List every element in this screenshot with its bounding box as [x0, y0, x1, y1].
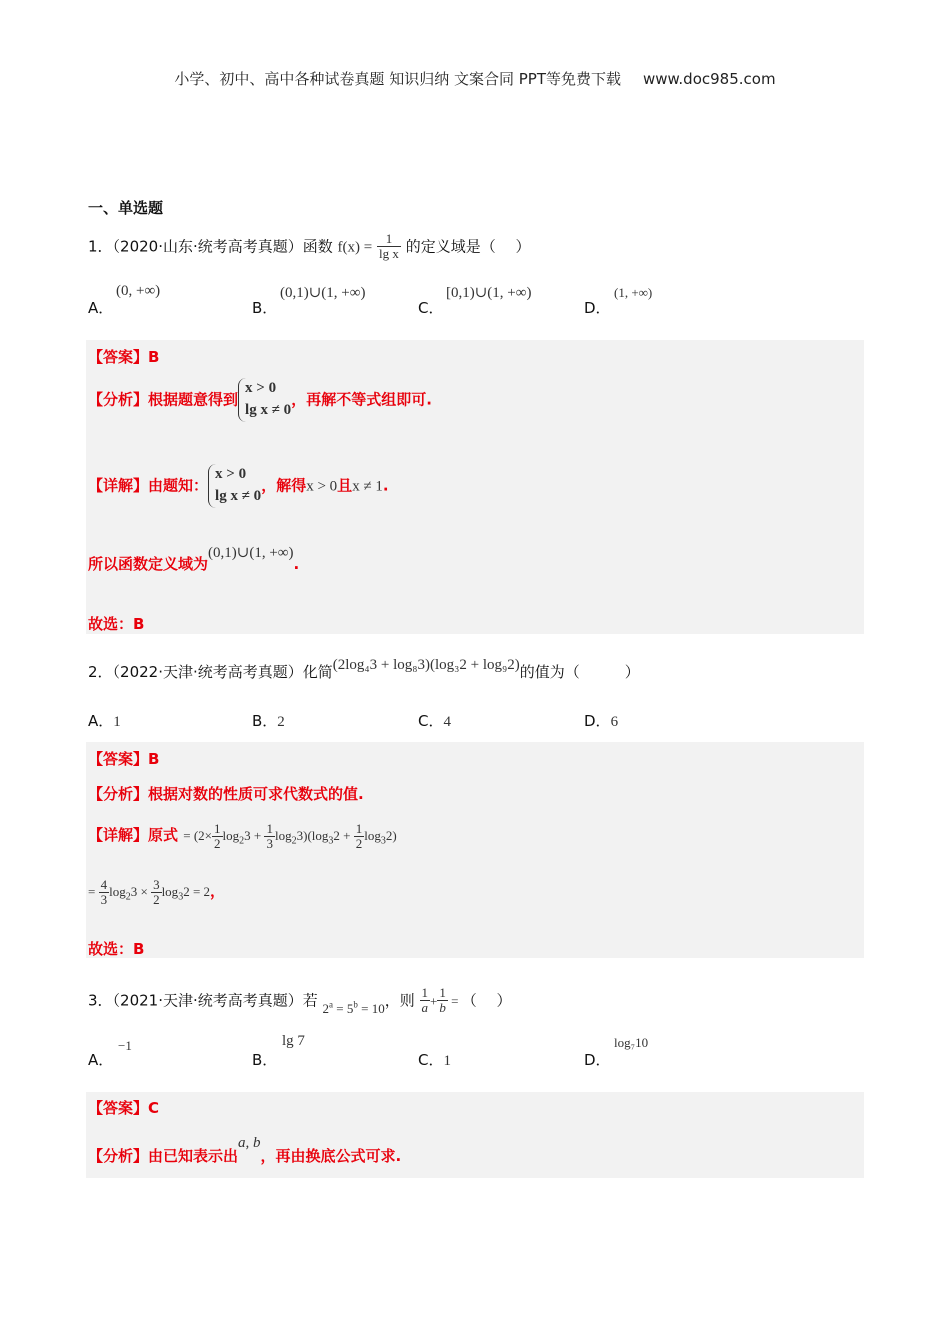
q1-source: （2020·山东·统考高考真题）函数 — [112, 237, 333, 256]
question-2: 2．（2022·天津·统考高考真题）化简(2log₄3 + log₈3)(log₃2 + log₉2)的值为（ ） — [88, 657, 640, 681]
q3-option-d[interactable]: D． — [584, 1051, 611, 1069]
q1-analysis: 【分析】根据题意得到x > 0 lg x ≠ 0，再解不等式组即可. — [88, 378, 432, 422]
q2-answer: 【答案】B — [88, 750, 160, 768]
header-text: 小学、初中、高中各种试卷真题 知识归纳 文案合同 PPT等免费下载 — [174, 70, 621, 88]
q2-option-c[interactable]: C．4 — [418, 712, 451, 730]
q3-option-a-math: −1 — [118, 1038, 132, 1053]
question-3: 3．（2021·天津·统考高考真题）若 $2^a = 5^b = 10$，则 $\frac{1}{a}$ + $\frac{1}{b}$ = （ ） — [88, 985, 512, 1017]
q1-answer: 【答案】B — [88, 348, 160, 366]
q3-option-b[interactable]: B． — [252, 1051, 278, 1069]
q3-option-a[interactable]: A． — [88, 1051, 114, 1069]
q2-choice: 故选：B — [88, 940, 145, 958]
q2-expression: (2log₄3 + log₈3)(log₃2 + log₉2) — [332, 657, 520, 673]
q2-option-a[interactable]: A．1 — [88, 712, 121, 730]
page-header — [0, 68, 950, 89]
q2-analysis: 【分析】根据对数的性质可求代数式的值. — [88, 785, 364, 803]
q1-option-b[interactable]: B． — [252, 299, 278, 317]
q1-analysis-system: x > 0 lg x ≠ 0 — [238, 378, 291, 422]
q1-option-a[interactable]: A． — [88, 299, 114, 317]
q3-answer: 【答案】C — [88, 1099, 160, 1117]
section-title: 一、单选题 — [88, 199, 164, 217]
q1-fraction: $\frac{1}{\text{lg x}}$ — [379, 231, 399, 262]
q3-option-c[interactable]: C．1 — [418, 1051, 451, 1069]
q1-choice: 故选：B — [88, 615, 145, 633]
q1-option-a-math: (0, +∞) — [116, 283, 161, 299]
q1-detail-system: x > 0 lg x ≠ 0 — [208, 464, 261, 508]
q1-option-c[interactable]: C． — [418, 299, 444, 317]
q1-option-b-math: (0,1)∪(1, +∞) — [280, 285, 366, 301]
q1-fx: f(x) = — [337, 239, 373, 256]
q3-option-d-math: log₇10 — [614, 1035, 649, 1050]
q3-analysis: 【分析】由已知表示出a, b，再由换底公式可求. — [88, 1135, 402, 1165]
question-1 — [88, 232, 530, 262]
q2-option-b[interactable]: B．2 — [252, 712, 285, 730]
q2-detail-math: = (2× $\frac{1}{2}$ $\log_23$ + $\frac{1}{3}$ $\log_23)(\log_32$ + $\frac{1}{2}$ $\log_32$) — [183, 821, 397, 852]
q1-number: 1． — [88, 237, 113, 256]
q1-domain: 所以函数定义域为(0,1)∪(1, +∞). — [88, 545, 300, 573]
q2-detail-line2: = $\frac{4}{3}$ $\log_23$ × $\frac{3}{2}$ $\log_32 = 2$， — [88, 877, 226, 908]
q3-option-b-math: lg 7 — [282, 1033, 305, 1049]
q2-option-d[interactable]: D．6 — [584, 712, 619, 730]
q1-detail: 【详解】由题知：x > 0 lg x ≠ 0，解得x > 0且x ≠ 1. — [88, 464, 389, 508]
q3-condition: $2^a = 5^b = 10$ — [322, 999, 385, 1017]
q1-tail: 的定义域是（ ） — [405, 237, 531, 256]
header-url[interactable]: www.doc985.com — [642, 70, 776, 88]
q2-detail: 【详解】原式 = (2× $\frac{1}{2}$ $\log_23$ + $\frac{1}{3}$ $\log_23)(\log_32$ + $\frac{1}{2}$ $\log_32$) — [88, 821, 397, 852]
q1-option-c-math: [0,1)∪(1, +∞) — [446, 285, 532, 301]
q1-option-d[interactable]: D． — [584, 299, 611, 317]
q1-option-d-math: (1, +∞) — [614, 285, 653, 300]
